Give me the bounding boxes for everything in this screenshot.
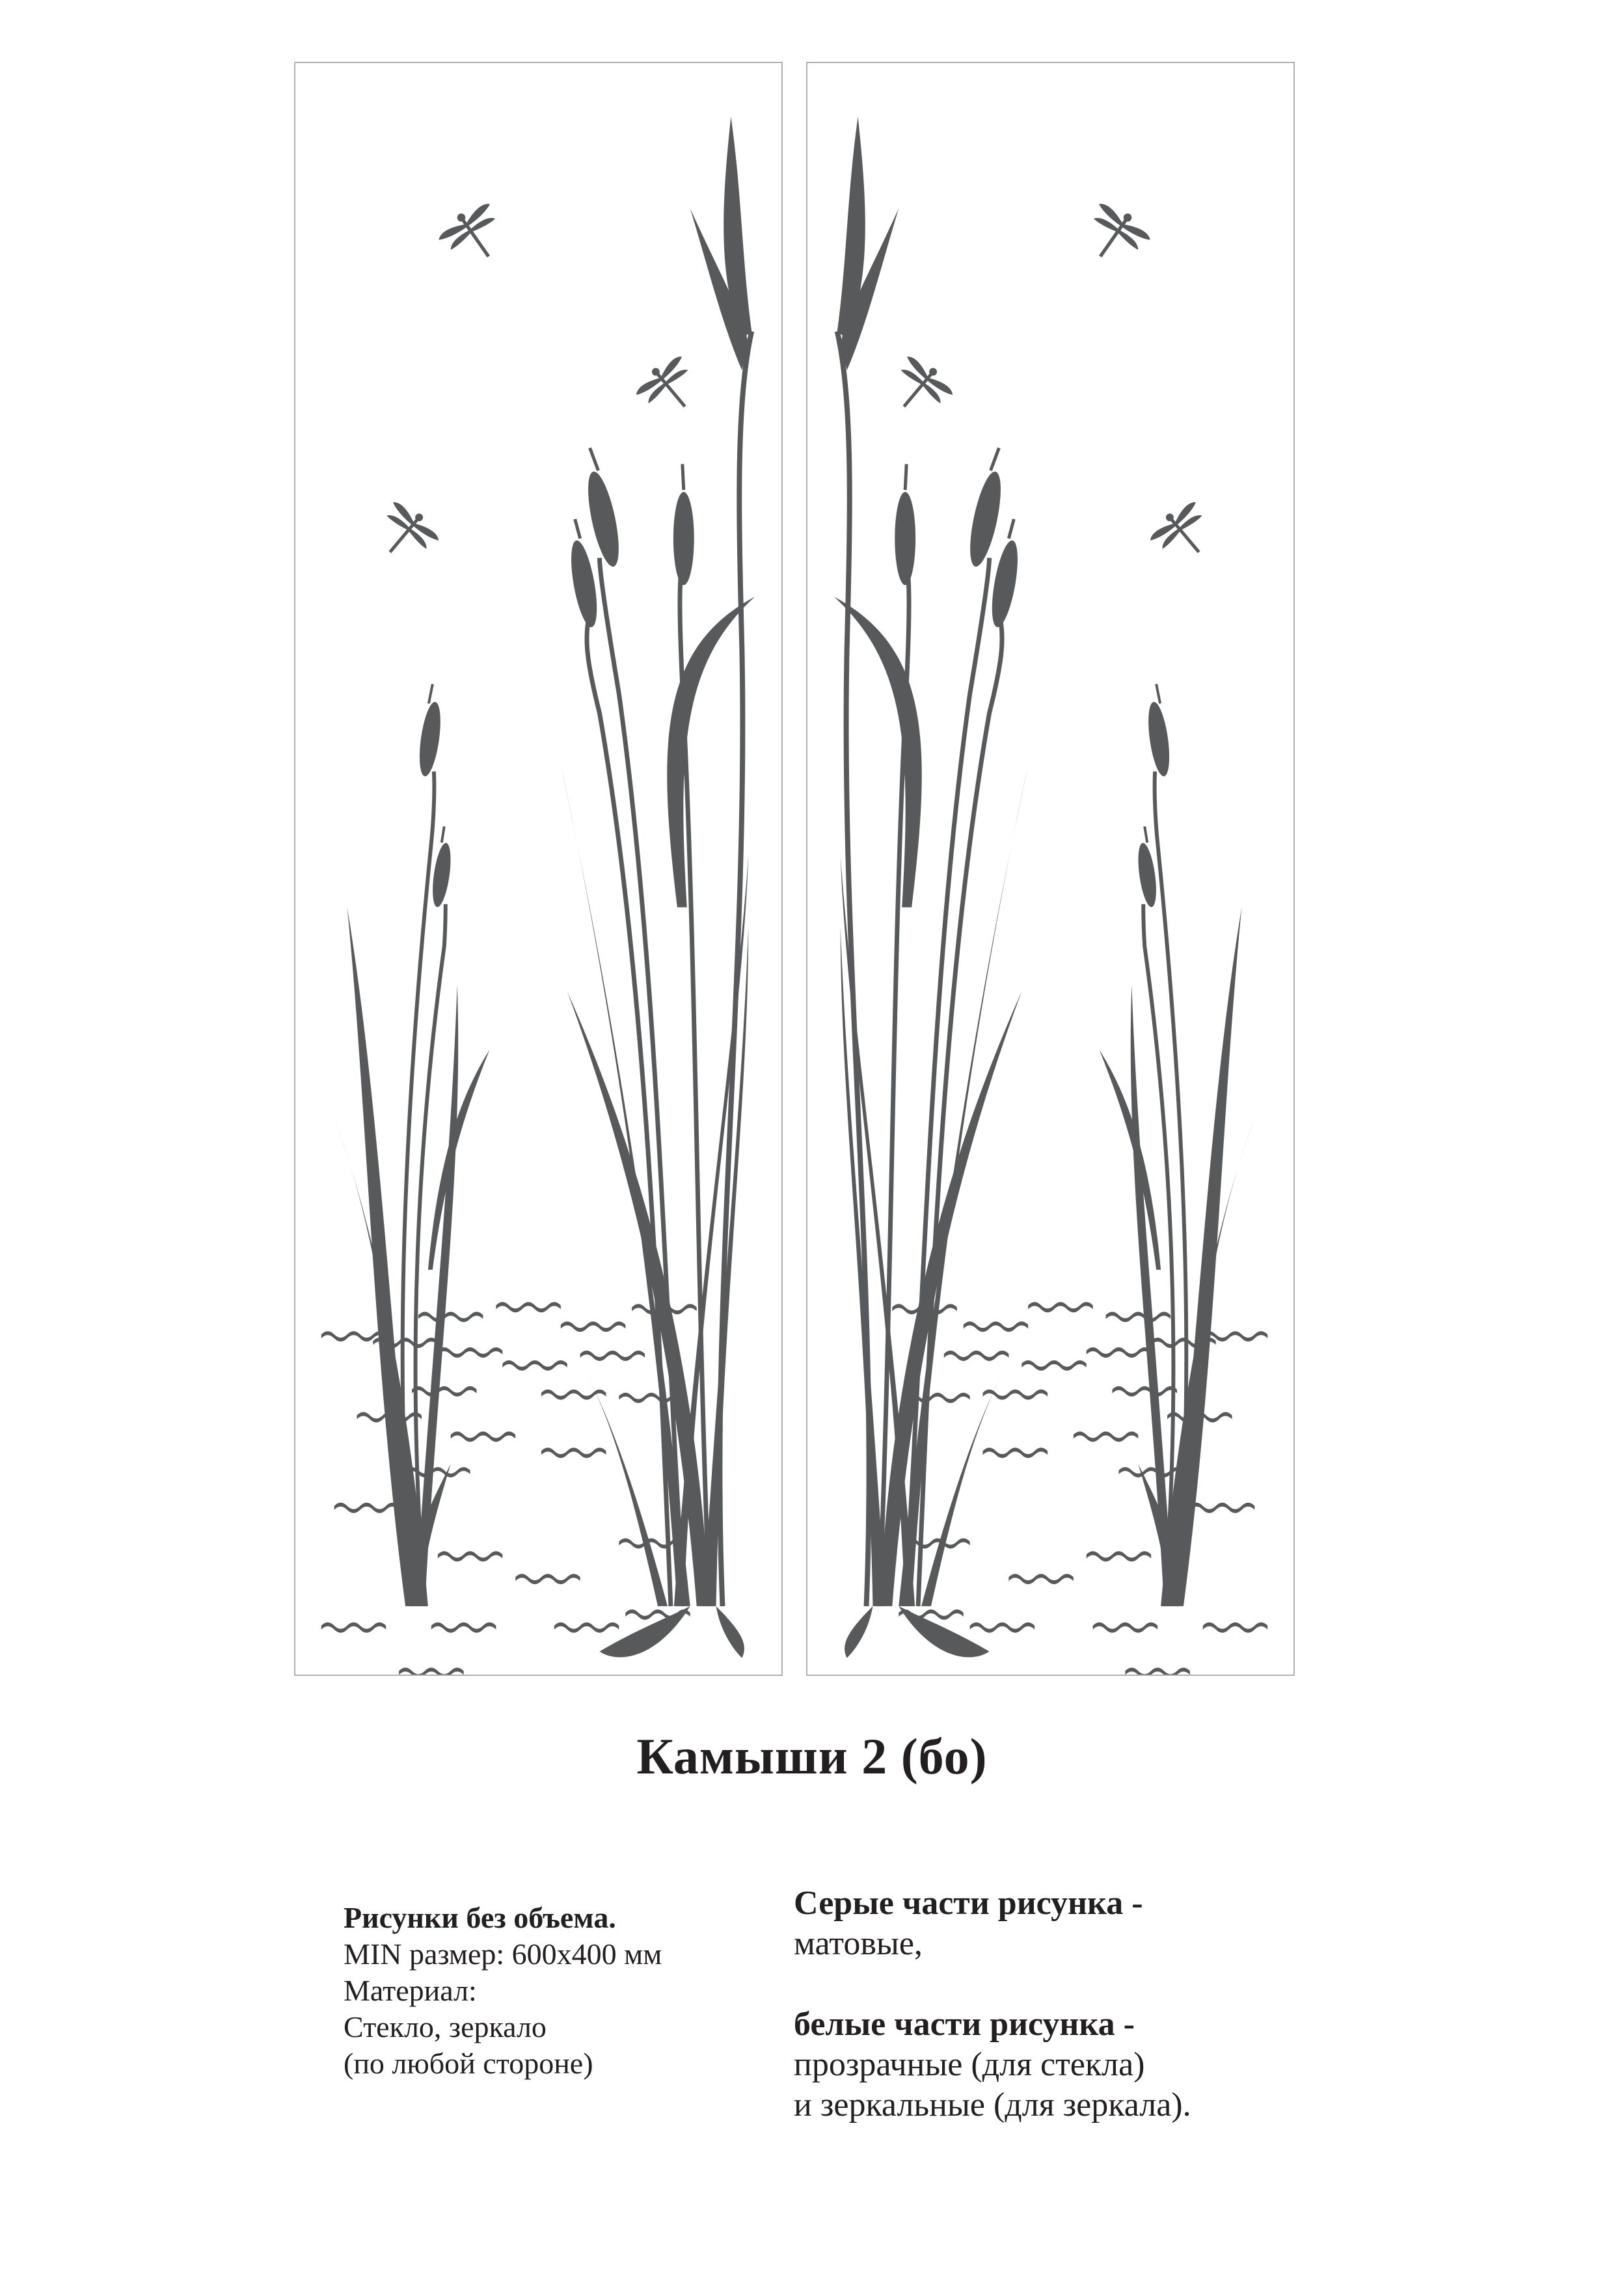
gray-parts-value: матовые, (794, 1925, 923, 1962)
gray-parts-label: Серые части рисунка (794, 1885, 1124, 1922)
white-parts-line (794, 2004, 1191, 2045)
water-waves (321, 1302, 697, 1675)
legend-block (794, 1883, 1191, 2125)
gray-parts-dash: - (1123, 1885, 1143, 1922)
design-panel-left (294, 62, 783, 1676)
side-note: (по любой стороне) (344, 2047, 593, 2080)
material-value: Стекло, зеркало (344, 2010, 547, 2043)
white-parts-dash: - (1115, 2006, 1135, 2043)
design-title: Камыши 2 (бо) (636, 1728, 988, 1785)
specs-block (344, 1900, 662, 2082)
gray-parts-line (794, 1883, 1191, 1924)
design-panel-right (806, 62, 1295, 1676)
white-parts-value-1: прозрачные (для стекла) (794, 2046, 1145, 2083)
specs-heading: Рисунки без объема. (344, 1901, 616, 1934)
reed-illustration-left (295, 63, 781, 1675)
min-size-text: MIN размер: 600х400 мм (344, 1937, 662, 1971)
material-label: Материал: (344, 1974, 477, 2007)
white-parts-value-2: и зеркальные (для зеркала). (794, 2086, 1191, 2123)
white-parts-label: белые части рисунка (794, 2006, 1115, 2043)
reed-illustration-right (807, 63, 1293, 1675)
